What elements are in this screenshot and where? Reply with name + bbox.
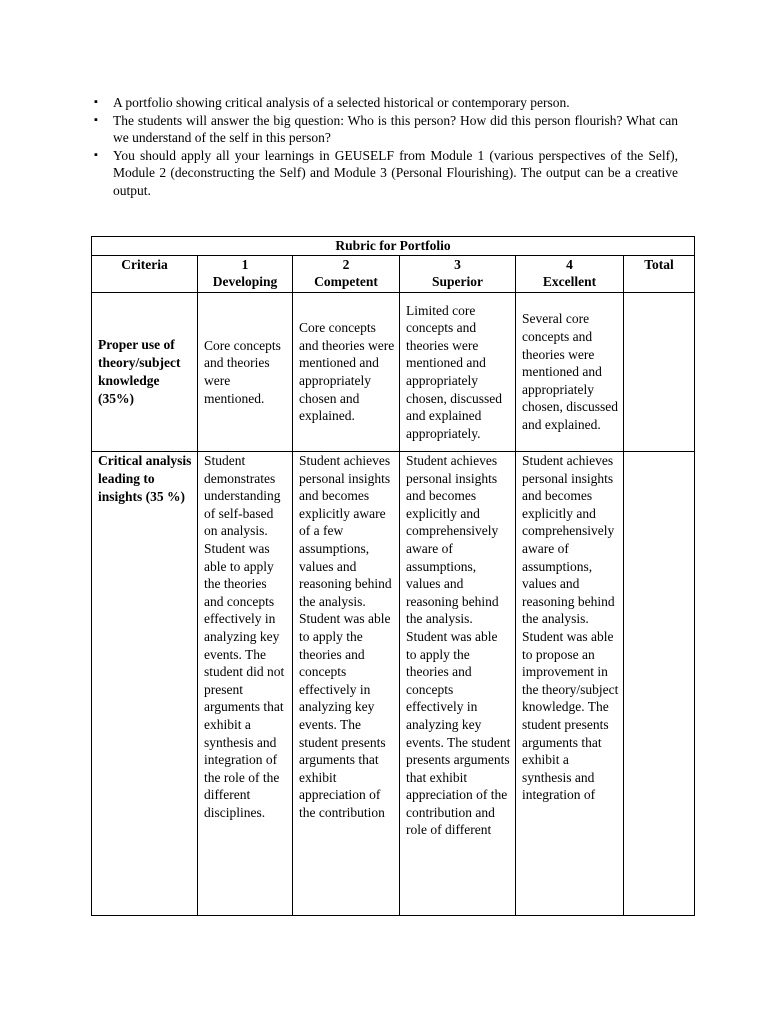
criterion-critical-analysis: Critical analysis leading to insights (35 %)	[92, 452, 198, 916]
bullet-icon: ▪	[94, 113, 98, 126]
rubric-table	[91, 236, 695, 916]
criteria-header: Criteria	[92, 256, 198, 293]
criterion-theory-knowledge: Proper use of theory/subject knowledge (35%)	[92, 293, 198, 452]
total-header: Total	[624, 256, 695, 293]
cell-superior: Limited core concepts and theories were mentioned and appropriately chosen, discussed and explained appropriately.	[400, 293, 516, 452]
table-row	[92, 452, 695, 916]
table-row	[92, 293, 695, 452]
level-header-excellent	[516, 256, 624, 293]
cell-excellent: Student achieves personal insights and becomes explicitly and comprehensively aware of assumptions, values and reasoning behind the analysis. Student was able to propose an improvement in the theory/subject knowledge. The student presents arguments that exhibit a synthesis and integration of	[516, 452, 624, 916]
cell-total	[624, 452, 695, 916]
instruction-text: You should apply all your learnings in GEUSELF from Module 1 (various perspectives of the Self), Module 2 (deconstructing the Self) and Module 3 (Personal Flourishing). The output can be a creative output.	[113, 147, 678, 198]
level-number: 3	[454, 257, 461, 272]
cell-competent: Core concepts and theories were mentioned and appropriately chosen and explained.	[293, 293, 400, 452]
level-header-developing	[198, 256, 293, 293]
cell-developing: Student demonstrates understanding of self-based on analysis. Student was able to apply the theories and concepts effectively in analyzing key events. The student did not present arguments that exhibit a synthesis and integration of the role of the different disciplines.	[198, 452, 293, 916]
level-number: 1	[241, 257, 249, 272]
instruction-list	[94, 94, 678, 199]
cell-developing: Core concepts and theories were mentioned.	[198, 293, 293, 452]
level-label: Superior	[431, 274, 483, 289]
instruction-item	[94, 94, 678, 112]
rubric-title: Rubric for Portfolio	[92, 237, 695, 256]
cell-competent: Student achieves personal insights and becomes explicitly aware of a few assumptions, values and reasoning behind the analysis. Student was able to apply the theories and concepts effectively in analyzing key events. The student presents arguments that exhibit appreciation of the contribution	[293, 452, 400, 916]
instruction-text: The students will answer the big question: Who is this person? How did this person flourish? What can we understand of the self in this person?	[113, 112, 678, 145]
level-number: 4	[566, 257, 573, 272]
instruction-item	[94, 112, 678, 147]
instruction-text: A portfolio showing critical analysis of a selected historical or contemporary person.	[113, 95, 570, 110]
instruction-item	[94, 147, 678, 200]
cell-superior: Student achieves personal insights and becomes explicitly and comprehensively aware of assumptions, values and reasoning behind the analysis. Student was able to apply the theories and concepts effectively in analyzing key events. The student presents arguments that exhibit appreciation of the contribution and role of different	[400, 452, 516, 916]
cell-total	[624, 293, 695, 452]
level-label: Excellent	[542, 274, 597, 289]
bullet-icon: ▪	[94, 148, 98, 161]
level-header-superior	[400, 256, 516, 293]
level-label: Competent	[314, 274, 378, 289]
level-number: 2	[342, 257, 350, 272]
level-label: Developing	[212, 274, 278, 289]
cell-excellent: Several core concepts and theories were mentioned and appropriately chosen, discussed and explained.	[516, 293, 624, 452]
level-header-competent	[293, 256, 400, 293]
bullet-icon: ▪	[94, 96, 98, 108]
